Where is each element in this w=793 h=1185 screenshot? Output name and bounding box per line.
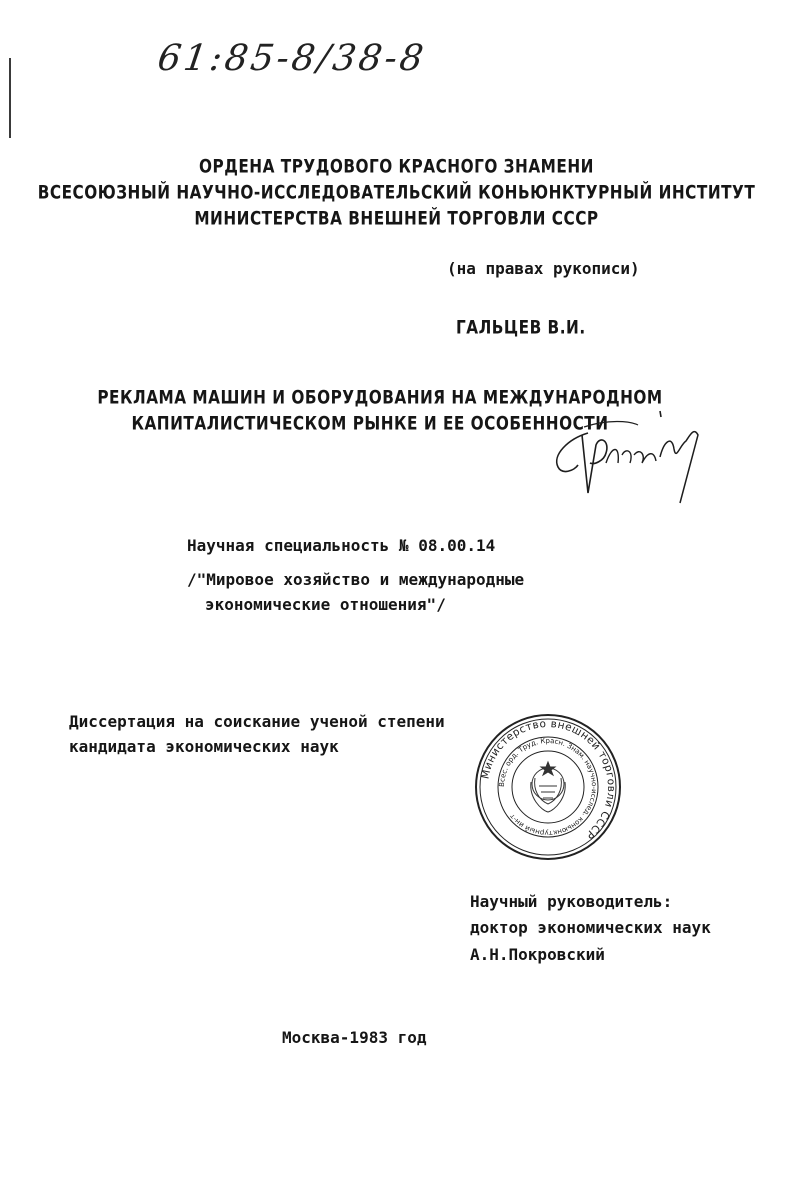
degree-line-2: кандидата экономических наук xyxy=(69,737,339,756)
rights-note: (на правах рукописи) xyxy=(447,259,640,278)
svg-text:Всес. орд. Труд. Красн. Знам. xyxy=(498,737,598,837)
specialty-line-1: Научная специальность № 08.00.14 xyxy=(187,536,496,555)
specialty-line-3: экономические отношения"/ xyxy=(205,595,446,614)
title-line-1: РЕКЛАМА МАШИН И ОБОРУДОВАНИЯ НА МЕЖДУНАРОДНОМ xyxy=(97,387,663,409)
author-name: ГАЛЬЦЕВ В.И. xyxy=(456,317,586,339)
stamp-inner-text: Всес. орд. Труд. Красн. Знам. научно-исслед. коньюнктурный ин-т xyxy=(497,736,599,838)
author-signature xyxy=(548,405,708,525)
advisor-line-1: Научный руководитель: xyxy=(470,892,673,911)
stamp-outer-text: Министерство внешней торговли СССР xyxy=(479,717,618,842)
place-and-year: Москва-1983 год xyxy=(282,1028,427,1047)
title-line-2: КАПИТАЛИСТИЧЕСКОМ РЫНКЕ И ЕЕ ОСОБЕННОСТИ xyxy=(131,413,609,435)
state-emblem-icon xyxy=(531,762,565,812)
institute-line-2: ВСЕСОЮЗНЫЙ НАУЧНО-ИССЛЕДОВАТЕЛЬСКИЙ КОНЬЮНКТУРНЫЙ ИНСТИТУТ xyxy=(37,182,756,204)
institute-line-1: ОРДЕНА ТРУДОВОГО КРАСНОГО ЗНАМЕНИ xyxy=(199,156,594,178)
official-round-stamp xyxy=(473,712,623,862)
advisor-line-2: доктор экономических наук xyxy=(470,918,711,937)
advisor-line-3: А.Н.Покровский xyxy=(470,945,605,964)
institute-line-3: МИНИСТЕРСТВА ВНЕШНЕЙ ТОРГОВЛИ СССР xyxy=(194,208,599,230)
specialty-line-2: /"Мировое хозяйство и международные xyxy=(187,570,525,589)
scan-edge-line xyxy=(9,58,11,138)
handwritten-archive-code: 61:85-8/38-8 xyxy=(155,38,429,79)
degree-line-1: Диссертация на соискание ученой степени xyxy=(69,712,445,731)
